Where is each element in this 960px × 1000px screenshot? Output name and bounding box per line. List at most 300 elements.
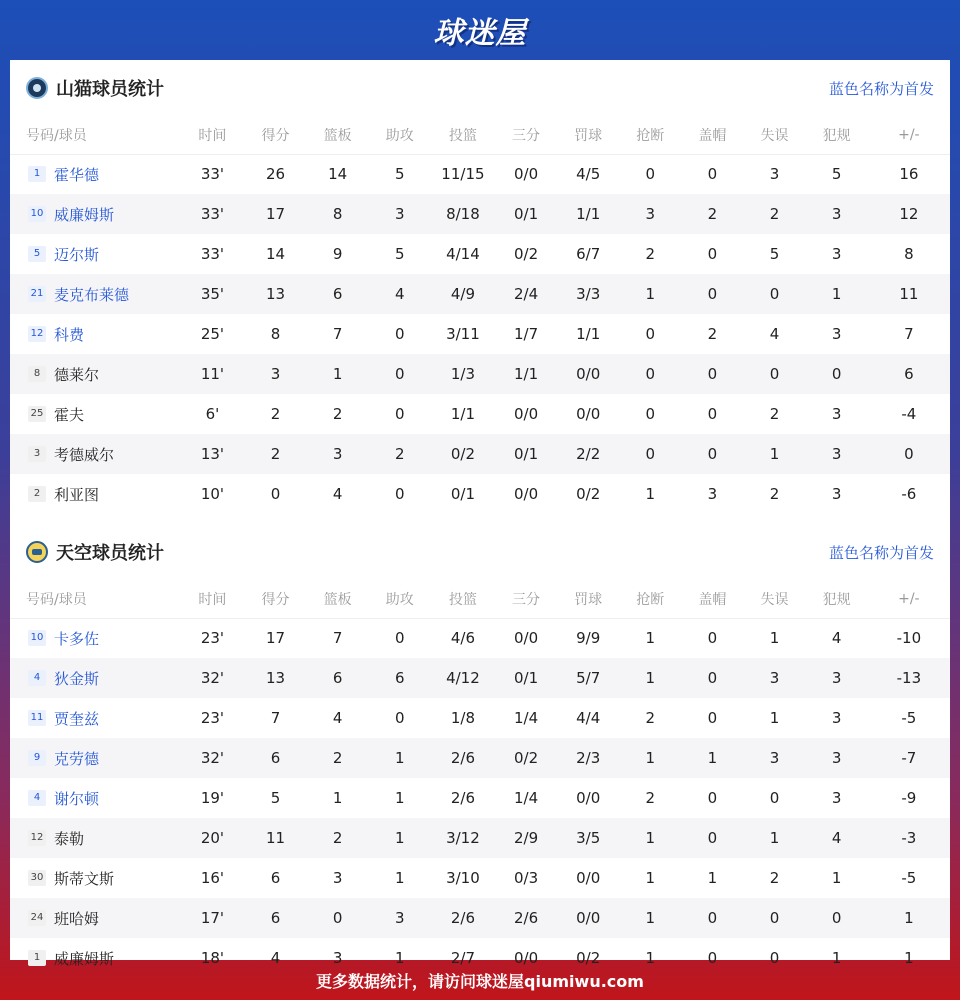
player-row[interactable] [10,778,950,818]
column-header: 抢断 [619,580,681,618]
column-header: 犯规 [806,116,868,154]
stat-cell: 0 [707,165,718,184]
stat-cell: 4/9 [431,274,495,314]
stat-cell: 1 [307,354,369,394]
stat-cell: 33' [200,245,225,263]
stat-cell: 8 [270,325,281,343]
player-cell [10,658,180,698]
section-header [10,524,950,580]
stat-cell: 7 [332,629,343,648]
stat-cell: 2 [332,405,343,423]
player-row[interactable] [10,658,950,698]
player-row[interactable] [10,818,950,858]
player-name[interactable]: 克劳德 [54,749,100,768]
stat-cell: 1 [769,629,780,648]
jersey-number-badge: 4 [28,790,46,806]
stat-cell: 6 [244,898,306,938]
team-stats-title: 天空球员统计 [56,543,164,564]
jersey-number-badge: 4 [28,670,46,686]
stat-cell: 0 [395,325,405,343]
player-name[interactable]: 泰勒 [54,829,85,848]
player-cell [10,474,180,514]
stat-cell: 0 [707,949,718,967]
stat-cell: 0/0 [576,789,601,807]
player-name[interactable]: 贾奎兹 [54,709,100,728]
stat-cell: 0 [743,274,805,314]
stat-cell: 4 [806,818,868,858]
stat-cell: 33' [180,194,244,234]
stat-cell: 5 [831,165,842,184]
stat-cell: 1 [395,789,405,807]
stat-cell: 4 [332,709,343,727]
stat-cell: 9 [332,245,343,263]
jersey-number-badge: 1 [28,166,46,182]
stat-cell: 3/5 [557,818,619,858]
player-name[interactable]: 迈尔斯 [54,245,100,264]
player-name[interactable]: 麦克布莱德 [54,285,130,304]
stat-cell: 0 [707,789,718,807]
stat-cell: 0 [645,405,656,423]
stat-cell: 32' [180,658,244,698]
player-name[interactable]: 霍华德 [54,165,100,184]
team-stats-title: 山猫球员统计 [56,79,164,100]
column-header: 罚球 [557,116,619,154]
stat-cell: 0 [769,789,780,807]
stat-cell: 5 [395,165,405,184]
stat-cell: 4 [369,274,431,314]
stat-cell: 0/2 [431,434,495,474]
player-name[interactable]: 考德威尔 [54,445,115,464]
stat-cell: 3 [743,658,805,698]
starter-legend-note: 蓝色名称为首发 [828,79,934,98]
stat-cell: -9 [901,789,917,807]
column-header: 罚球 [557,580,619,618]
stat-cell: 4 [831,629,842,648]
player-row[interactable] [10,698,950,738]
stat-cell: 8/18 [431,194,495,234]
stat-cell: 0/1 [495,658,557,698]
stat-cell: 0/1 [495,434,557,474]
stat-cell: 4/5 [576,165,601,184]
footer-banner [0,960,960,1000]
column-header: 盖帽 [681,580,743,618]
stat-cell: 2/7 [450,949,475,967]
player-cell [10,194,180,234]
stat-cell: 1 [868,898,950,938]
stat-cell: 3/12 [431,818,495,858]
stat-cell: 3/10 [446,869,480,887]
player-row[interactable] [10,858,950,898]
stat-cell: 2/6 [431,738,495,778]
stat-cell: 0/2 [576,485,601,503]
stat-cell: 6 [307,274,369,314]
stat-cell: -10 [896,629,922,648]
stat-cell: 3 [831,405,842,423]
stat-cell: 2/6 [495,898,557,938]
stat-cell: 3 [806,738,868,778]
stat-cell: 1 [831,949,842,967]
player-cell [10,618,180,658]
player-cell [10,314,180,354]
jersey-number-badge: 2 [28,486,46,502]
column-header: 失误 [743,116,805,154]
jersey-number-badge: 10 [28,630,46,646]
stat-cell: 2 [681,194,743,234]
stat-cell: 8 [307,194,369,234]
stat-cell: 1 [619,658,681,698]
stat-cell: 0/2 [513,245,539,263]
column-header: +/- [868,116,950,154]
stat-cell: 33' [200,165,225,184]
stat-cell: 0 [395,485,405,503]
stat-cell: 17' [180,898,244,938]
player-cell [10,818,180,858]
stat-cell: 2 [769,485,780,503]
stat-cell: 3 [743,738,805,778]
player-row[interactable] [10,474,950,514]
stat-cell: 4/4 [576,709,601,727]
stat-cell: 2 [307,738,369,778]
stat-cell: -13 [868,658,950,698]
stat-cell: 0 [307,898,369,938]
stat-cell: 6 [307,658,369,698]
stat-cell: 3 [831,789,842,807]
stat-cell: 0 [369,354,431,394]
stat-cell: 4/12 [431,658,495,698]
stat-cell: 0 [681,898,743,938]
player-name[interactable]: 谢尔顿 [54,789,100,808]
stat-cell: 0 [806,898,868,938]
stat-cell: 1/1 [450,405,475,423]
stat-cell: 0/0 [513,949,539,967]
stat-cell: 2/9 [495,818,557,858]
stat-cell: 4 [769,325,780,343]
stat-cell: 1 [645,949,656,967]
column-header: 时间 [180,580,244,618]
stat-cell: 3 [307,434,369,474]
stat-cell: 0/0 [557,898,619,938]
stat-cell: 0/0 [557,354,619,394]
player-name[interactable]: 科费 [54,325,85,344]
stat-cell: 13' [180,434,244,474]
player-cell [10,698,180,738]
stat-cell: 2 [270,405,281,423]
stat-cell: 3/3 [557,274,619,314]
stat-cell: 0 [619,434,681,474]
player-row[interactable] [10,274,950,314]
column-header: 时间 [180,116,244,154]
jersey-number-badge: 11 [28,710,46,726]
stat-cell: 5 [395,245,405,263]
stat-cell: 1 [831,869,842,887]
column-header: 犯规 [806,580,868,618]
stat-cell: -3 [868,818,950,858]
stat-cell: 6 [270,869,281,887]
jersey-number-badge: 21 [28,286,46,302]
stat-cell: 0 [681,434,743,474]
stat-cell: 7 [270,709,281,727]
column-header: 盖帽 [681,116,743,154]
stat-cell: 0/0 [513,165,539,184]
column-header: 助攻 [369,580,431,618]
stat-cell: 0 [707,629,718,648]
stat-cell: -6 [901,485,917,503]
player-name[interactable]: 威廉姆斯 [54,205,115,224]
stat-cell: 17 [244,194,306,234]
stat-cell: 1 [619,738,681,778]
player-name[interactable]: 威廉姆斯 [54,949,115,968]
player-cell [10,154,180,194]
player-row[interactable] [10,354,950,394]
stat-cell: 2/6 [431,898,495,938]
stat-cell: 7 [904,325,914,343]
jersey-number-badge: 10 [28,206,46,222]
jersey-number-badge: 24 [28,910,46,926]
stat-cell: 1 [645,485,656,503]
stat-cell: 0 [681,274,743,314]
player-name[interactable]: 卡多佐 [54,629,100,648]
column-header: 失误 [743,580,805,618]
stat-cell: 3 [332,869,343,887]
player-row[interactable] [10,154,950,194]
stat-cell: 1 [369,818,431,858]
stat-cell: 2 [769,869,780,887]
stat-cell: 14 [328,165,348,184]
stat-cell: 1 [769,709,780,727]
stat-cell: 2 [645,709,656,727]
stat-cell: 1 [806,274,868,314]
stat-cell: 3 [831,485,842,503]
column-header: 得分 [244,580,306,618]
stat-cell: 0 [395,405,405,423]
stat-cell: 3 [831,325,842,343]
jersey-number-badge: 12 [28,326,46,342]
stat-cell: 1 [681,738,743,778]
starter-legend-note: 蓝色名称为首发 [828,543,934,562]
stat-cell: -5 [901,869,917,887]
jersey-number-badge: 1 [28,950,46,966]
stat-cell: 2 [743,194,805,234]
stat-cell: 0 [743,354,805,394]
stat-cell: 3/11 [446,325,480,343]
stat-cell: 6 [868,354,950,394]
player-row[interactable] [10,618,950,658]
player-row[interactable] [10,898,950,938]
player-row[interactable] [10,194,950,234]
stat-cell: 3 [369,194,431,234]
stat-cell: 11 [868,274,950,314]
team-section [10,60,950,524]
stat-cell: 0/0 [576,405,601,423]
stat-cell: 10' [200,485,225,503]
stat-cell: 0 [743,898,805,938]
stat-cell: 0 [395,709,405,727]
stat-cell: 0 [868,434,950,474]
player-cell [10,354,180,394]
column-header: 助攻 [369,116,431,154]
stat-cell: 9/9 [576,629,601,648]
player-name[interactable]: 斯蒂文斯 [54,869,115,888]
stat-cell: 2 [369,434,431,474]
stat-cell: 6' [205,405,220,423]
stat-cell: 0 [769,949,780,967]
player-row[interactable] [10,314,950,354]
player-name[interactable]: 霍夫 [54,405,85,424]
player-name[interactable]: 班哈姆 [54,909,100,928]
stat-cell: 0 [270,485,281,503]
section-header [10,60,950,116]
stat-cell: 5/7 [557,658,619,698]
stat-cell: 25' [200,325,225,343]
stat-cell: 19' [200,789,225,807]
stat-cell: 0 [645,325,656,343]
player-row[interactable] [10,434,950,474]
column-header: 抢断 [619,116,681,154]
player-cell [10,778,180,818]
stat-cell: 0/0 [513,405,539,423]
column-header: 投篮 [431,580,495,618]
column-header: 三分 [495,116,557,154]
table-header-row [10,580,950,618]
stat-cell: 6/7 [576,245,601,263]
stat-cell: 3 [806,658,868,698]
player-cell [10,274,180,314]
stat-cell: 35' [180,274,244,314]
column-header: 三分 [495,580,557,618]
stats-panel [10,60,950,968]
player-row[interactable] [10,394,950,434]
stat-cell: 2 [707,325,718,343]
player-cell [10,434,180,474]
stat-cell: 0 [707,709,718,727]
section-title [26,539,164,565]
stat-cell: 1/8 [450,709,475,727]
stat-cell: 1/4 [513,709,539,727]
stat-cell: 2/4 [495,274,557,314]
stat-cell: 23' [200,709,225,727]
column-header: 篮板 [307,580,369,618]
site-logo[interactable]: 球迷屋 [433,16,527,51]
sky-logo-icon [26,541,48,563]
stat-cell: 13 [244,658,306,698]
stat-cell: 0/3 [513,869,539,887]
stat-cell: 0/1 [495,194,557,234]
stat-cell: 13 [244,274,306,314]
player-cell [10,898,180,938]
stat-cell: 23' [200,629,225,648]
column-header: 号码/球员 [10,116,180,154]
stat-cell: 20' [180,818,244,858]
stat-cell: 1 [619,274,681,314]
column-header: 得分 [244,116,306,154]
stat-cell: 2/3 [557,738,619,778]
stat-cell: 0 [681,354,743,394]
player-cell [10,234,180,274]
stat-cell: 3 [806,194,868,234]
stat-cell: 0 [707,245,718,263]
stat-cell: 0 [619,354,681,394]
stat-cell: 11/15 [441,165,485,184]
player-name[interactable]: 狄金斯 [54,669,100,688]
stat-cell: 0/0 [513,629,539,648]
stat-cell: 16 [899,165,919,184]
stat-cell: 1/7 [513,325,539,343]
stat-cell: 2 [244,434,306,474]
stat-cell: 3 [332,949,343,967]
player-cell [10,738,180,778]
stat-cell: 1/1 [576,325,601,343]
stat-cell: 14 [266,245,286,263]
jersey-number-badge: 30 [28,870,46,886]
stat-cell: 1 [395,949,405,967]
stat-cell: 1 [619,818,681,858]
stat-cell: 1 [619,898,681,938]
stat-cell: 1 [369,738,431,778]
stat-cell: 1 [645,869,656,887]
stat-cell: 0/0 [513,485,539,503]
stat-cell: 1 [707,869,718,887]
stat-cell: 5 [769,245,780,263]
stat-cell: 1/4 [513,789,539,807]
player-row[interactable] [10,738,950,778]
stat-cell: 1/1 [495,354,557,394]
stat-cell: 17 [266,629,286,648]
column-header: 投篮 [431,116,495,154]
player-cell [10,858,180,898]
stat-cell: -7 [868,738,950,778]
jersey-number-badge: 25 [28,406,46,422]
jersey-number-badge: 12 [28,830,46,846]
column-header: +/- [868,580,950,618]
stat-cell: 1 [743,434,805,474]
stat-cell: 0 [707,405,718,423]
stat-cell: 0/2 [495,738,557,778]
stat-cell: 1 [332,789,343,807]
table-header-row [10,116,950,154]
jersey-number-badge: 8 [28,366,46,382]
stat-cell: 2 [307,818,369,858]
stat-cell: 6 [369,658,431,698]
stat-cell: 1 [904,949,914,967]
stat-cell: 0 [395,629,405,648]
stat-cell: 2/6 [450,789,475,807]
stat-cell: 4/6 [450,629,475,648]
stat-cell: 2 [645,789,656,807]
stat-cell: 11 [244,818,306,858]
stat-cell: 32' [180,738,244,778]
footer-text[interactable]: 更多数据统计，请访问球迷屋qiumiwu.com [316,971,644,991]
jersey-number-badge: 5 [28,246,46,262]
stat-cell: 16' [200,869,225,887]
stat-cell: 3 [244,354,306,394]
stat-cell: 4/14 [446,245,480,263]
team-section [10,524,950,978]
stat-cell: 1 [743,818,805,858]
stat-cell: 1/1 [557,194,619,234]
stat-cell: 11' [180,354,244,394]
player-name[interactable]: 利亚图 [54,485,100,504]
stat-cell: 3 [831,245,842,263]
section-title [26,75,164,101]
player-row[interactable] [10,234,950,274]
stat-cell: 3 [831,709,842,727]
player-name[interactable]: 德莱尔 [54,365,100,384]
stat-cell: 2 [645,245,656,263]
stat-cell: 3 [707,485,718,503]
jersey-number-badge: 9 [28,750,46,766]
column-header: 号码/球员 [10,580,180,618]
stat-cell: 5 [270,789,281,807]
